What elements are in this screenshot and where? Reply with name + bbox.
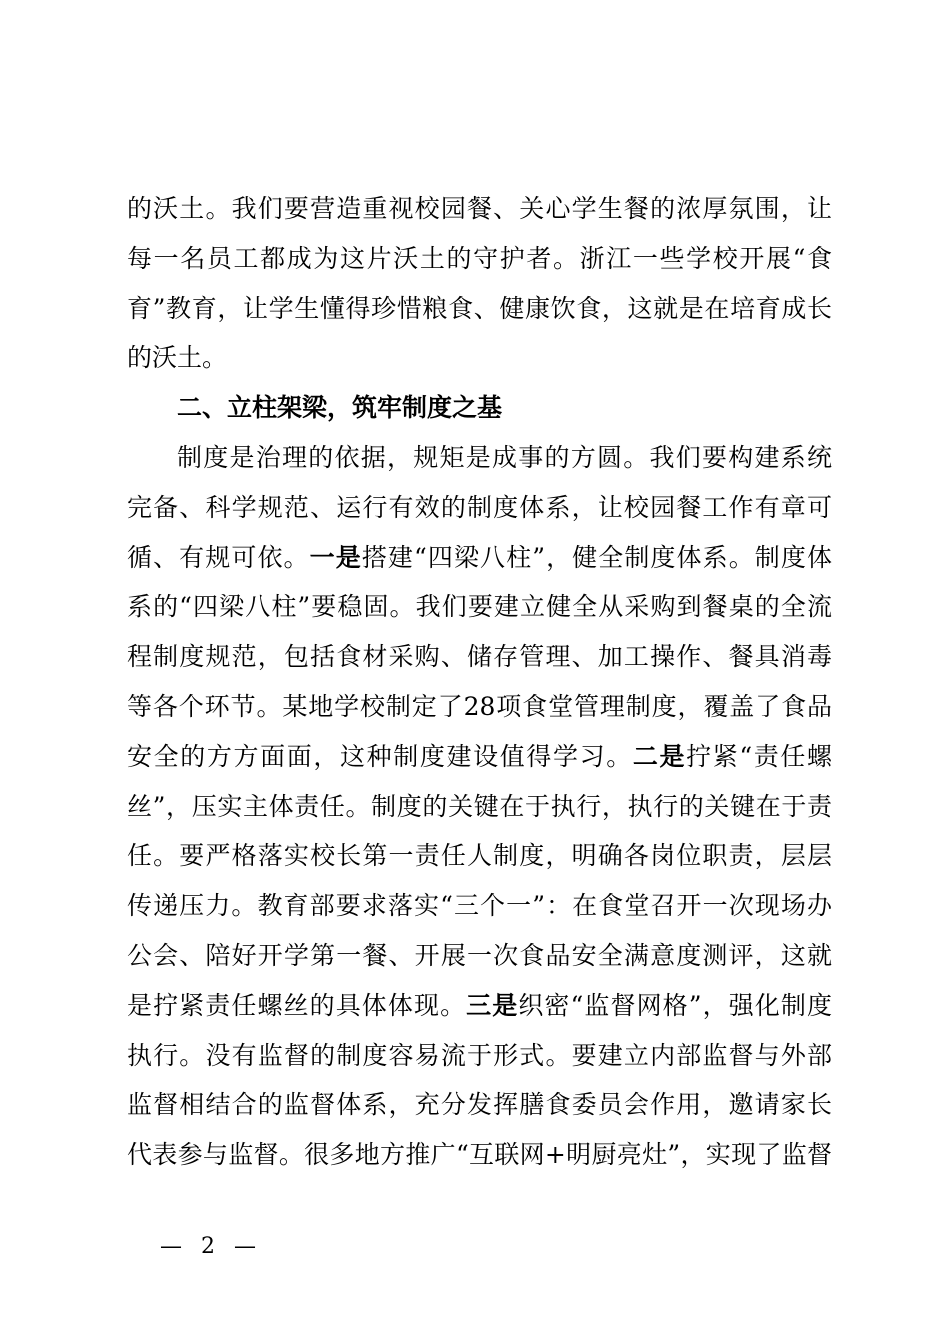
text-line: 监督相结合的监督体系，充分发挥膳食委员会作用，邀请家长 (127, 1090, 832, 1120)
text-run: 是拧紧责任螺丝的具体体现。 (127, 990, 467, 1020)
text-line: 任。要严格落实校长第一责任人制度，明确各岗位职责，层层 (127, 841, 832, 871)
bold-run: 一是 (309, 542, 362, 572)
text-line: 的沃土。 (127, 343, 228, 373)
text-line: 完备、科学规范、运行有效的制度体系，让校园餐工作有章可 (127, 492, 832, 522)
text-run: 搭建“四梁八柱”，健全制度体系。制度体 (361, 542, 832, 572)
text-line (127, 732, 832, 782)
text-line: 制度是治理的依据，规矩是成事的方圆。我们要构建系统 (177, 442, 832, 472)
section-heading: 二、立柱架梁，筑牢制度之基 (177, 393, 503, 423)
text-line: 育”教育，让学生懂得珍惜粮食、健康饮食，这就是在培育成长 (127, 293, 832, 323)
text-run: 安全的方方面面，这种制度建设值得学习。 (127, 741, 633, 771)
text-line (127, 533, 832, 583)
text-run: 循、有规可依。 (127, 542, 310, 572)
bold-run: 三是 (466, 990, 519, 1020)
text-line: 每一名员工都成为这片沃土的守护者。浙江一些学校开展“食 (127, 243, 832, 273)
document-body (127, 184, 832, 1180)
text-line (127, 981, 832, 1031)
page-number: — 2 — (160, 1234, 262, 1259)
text-run: 拧紧“责任螺 (686, 741, 832, 771)
text-line: 公会、陪好开学第一餐、开展一次食品安全满意度测评，这就 (127, 940, 832, 970)
text-line: 执行。没有监督的制度容易流于形式。要建立内部监督与外部 (127, 1040, 832, 1070)
text-line: 丝”，压实主体责任。制度的关键在于执行，执行的关键在于责 (127, 791, 832, 821)
text-line: 等各个环节。某地学校制定了28项食堂管理制度，覆盖了食品 (127, 691, 832, 721)
text-line: 传递压力。教育部要求落实“三个一”：在食堂召开一次现场办 (127, 891, 832, 921)
text-run: 织密“监督网格”，强化制度 (518, 990, 832, 1020)
bold-run: 二是 (632, 741, 687, 771)
text-line: 代表参与监督。很多地方推广“互联网+明厨亮灶”，实现了监督 (127, 1140, 832, 1170)
text-line: 程制度规范，包括食材采购、储存管理、加工操作、餐具消毒 (127, 642, 832, 672)
text-line: 系的“四梁八柱”要稳固。我们要建立健全从采购到餐桌的全流 (127, 592, 832, 622)
text-line: 的沃土。我们要营造重视校园餐、关心学生餐的浓厚氛围，让 (127, 194, 832, 223)
